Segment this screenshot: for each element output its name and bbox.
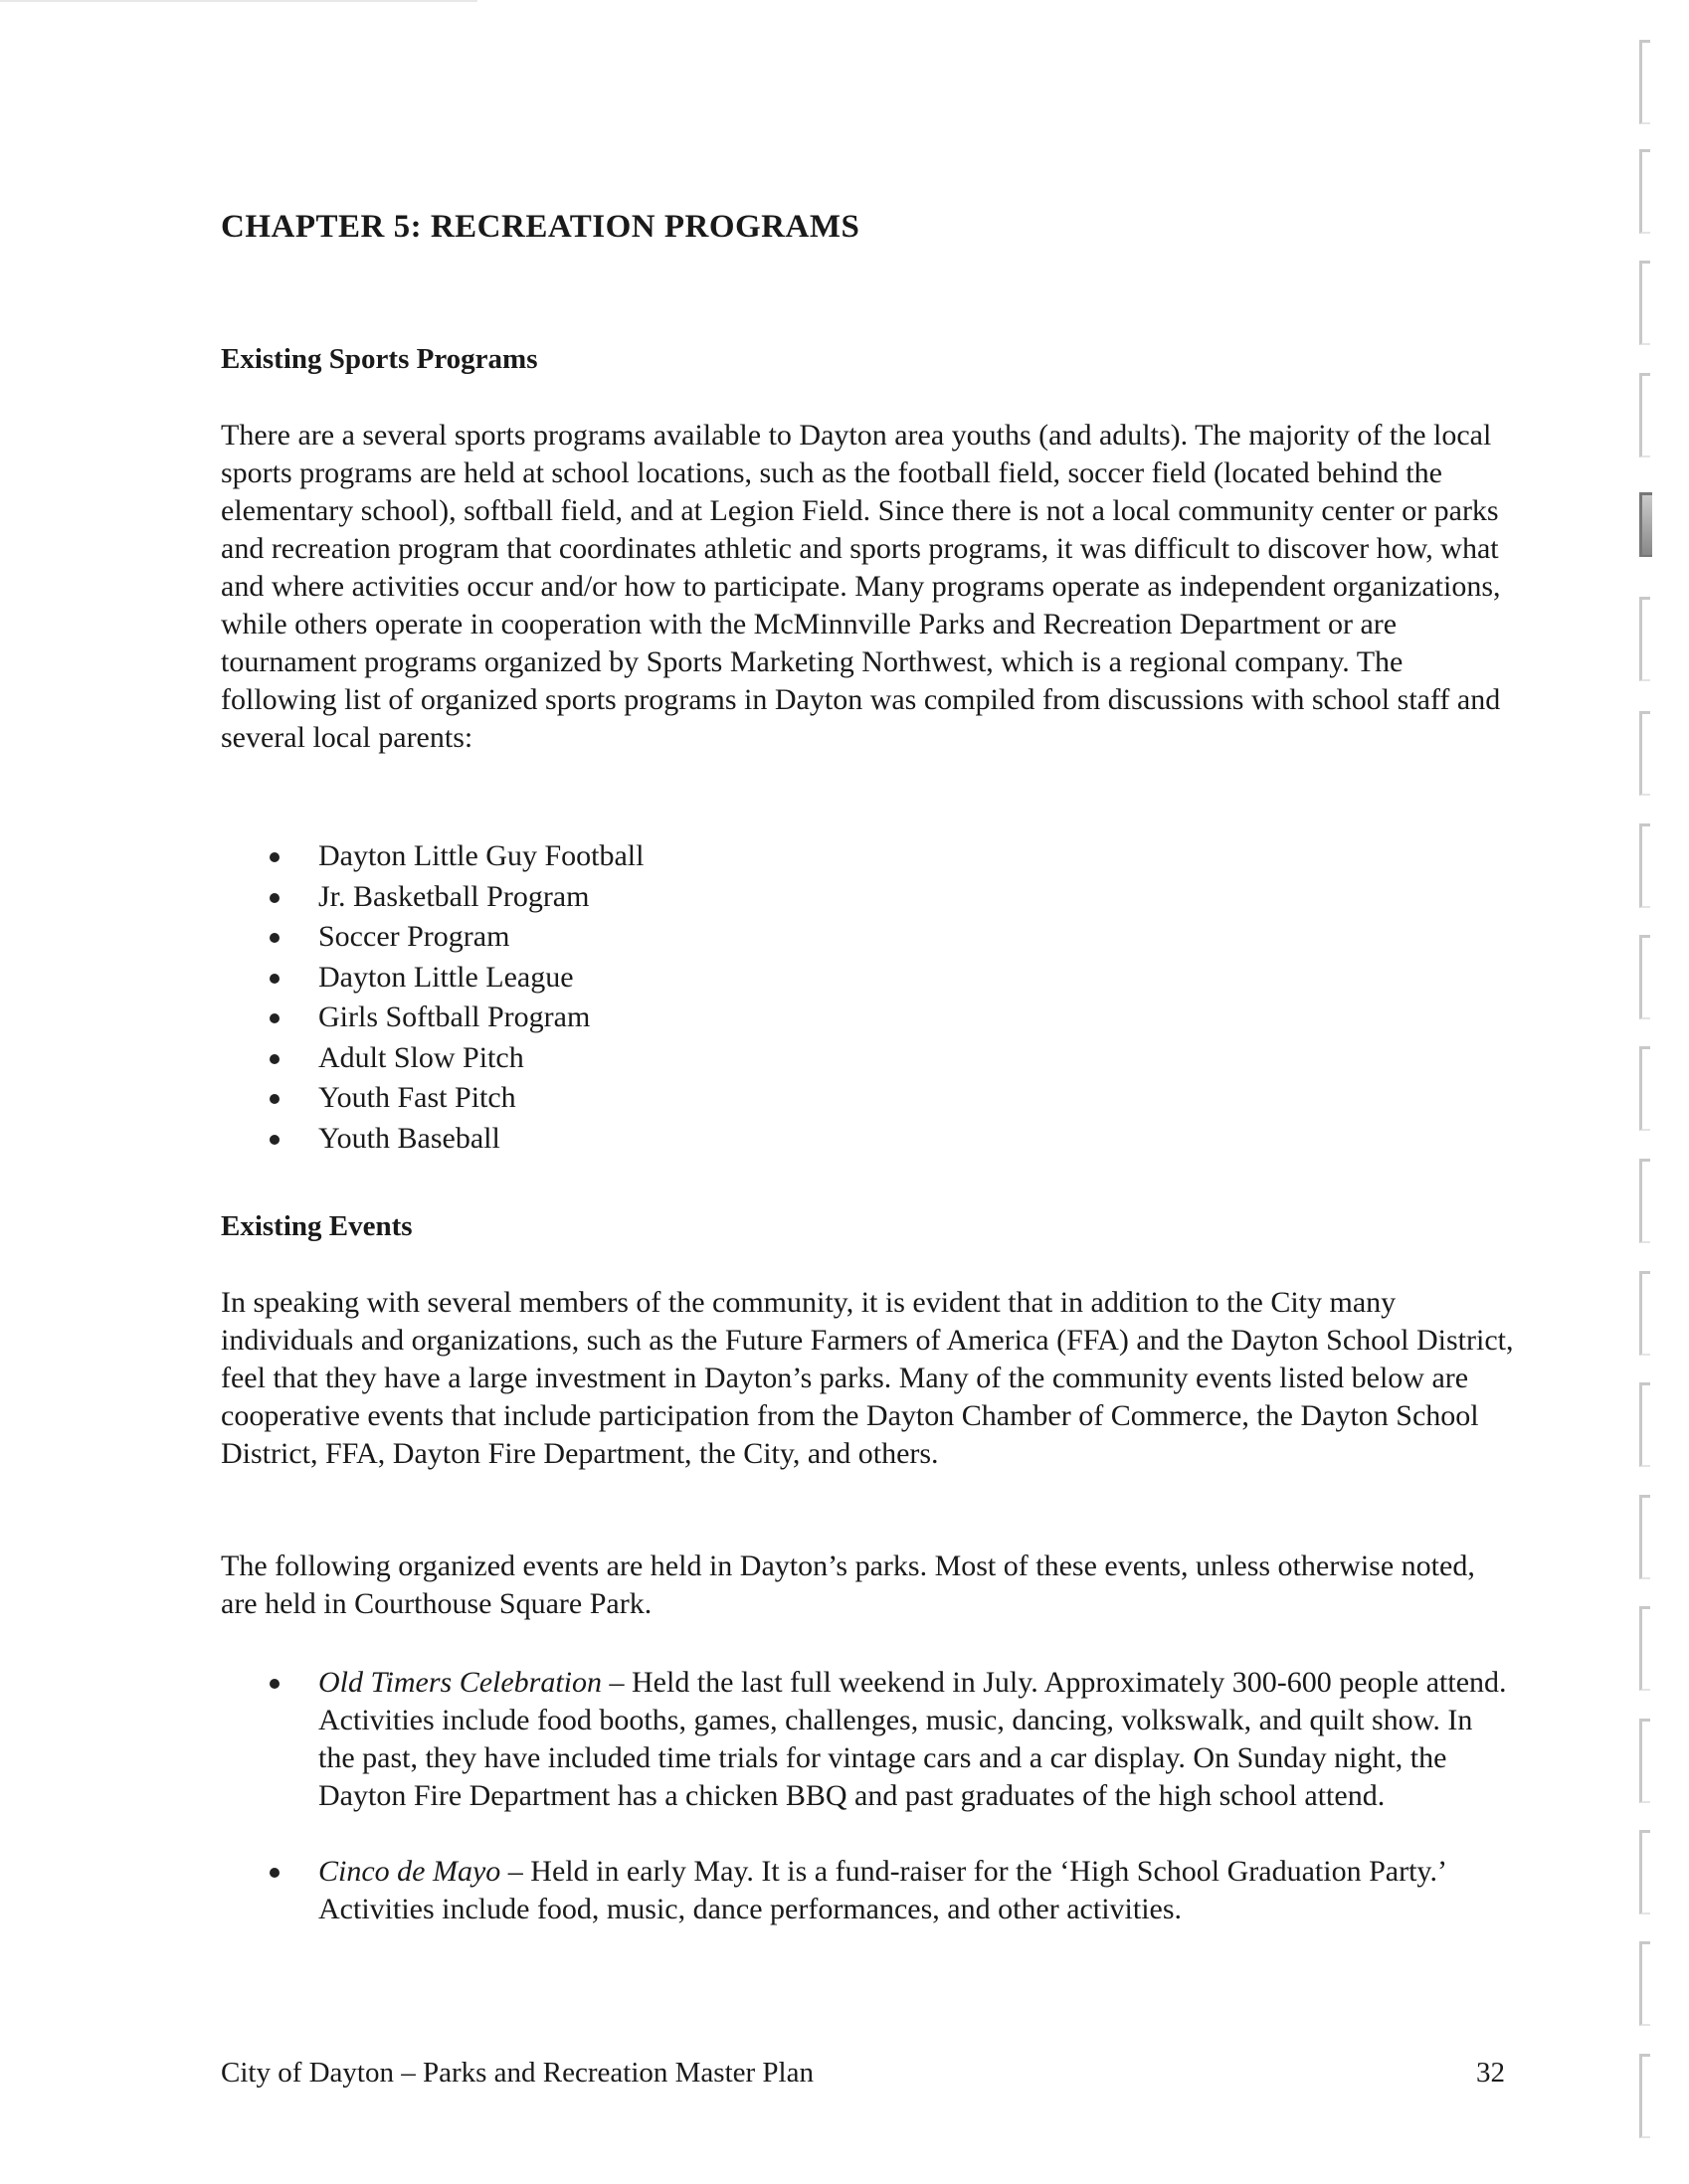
binding-mark [1639,373,1650,457]
binding-mark [1639,2054,1650,2138]
events-section-heading: Existing Events [221,1210,413,1242]
binding-mark [1639,40,1650,124]
list-item [266,1664,1514,1815]
binding-mark [1639,1382,1650,1467]
list-item [266,1853,1514,1928]
binding-mark [1639,149,1650,234]
binding-mark [1639,1046,1650,1131]
event-description: – Held the last full weekend in July. Approximately 300-600 people attend. Activities include food booths, games, challenges, music, dancing, volkswalk, and quilt show. In the past, they have included time trials for vintage cars and a car display. On Sunday night, the Dayton Fire Department has a chicken BBQ and past graduates of the high school attend. [318,1666,1507,1812]
binding-mark [1639,1271,1650,1356]
binding-mark [1639,1159,1650,1243]
footer-title: City of Dayton – Parks and Recreation Master Plan [221,2057,814,2089]
binding-mark [1639,261,1650,345]
list-item: Adult Slow Pitch [266,1038,644,1079]
binding-mark [1639,1830,1650,1914]
list-item: Youth Baseball [266,1119,644,1160]
list-item: Girls Softball Program [266,998,644,1038]
bullet-icon [270,1094,280,1104]
list-item: Dayton Little Guy Football [266,836,644,877]
binding-mark [1639,823,1650,908]
sports-program-list [266,836,644,1159]
bullet-icon [270,1054,280,1064]
binding-mark [1639,492,1652,557]
list-item: Youth Fast Pitch [266,1078,644,1119]
scan-edge-line [0,0,477,2]
bullet-icon [270,852,280,862]
bullet-icon [270,933,280,943]
binding-mark [1639,597,1650,681]
event-name: Cinco de Mayo [318,1855,501,1888]
binding-mark [1639,1719,1650,1803]
bullet-icon [270,893,280,903]
binding-mark [1639,935,1650,1019]
bullet-icon [270,974,280,984]
bullet-icon [270,1679,280,1689]
event-name: Old Timers Celebration [318,1666,603,1699]
page-number: 32 [1476,2057,1505,2089]
list-item: Dayton Little League [266,958,644,999]
bullet-icon [270,1868,280,1878]
chapter-title: CHAPTER 5: RECREATION PROGRAMS [221,209,860,245]
event-description: – Held in early May. It is a fund-raiser for the ‘High School Graduation Party.’ Activities include food, music, dance performances, and other activities. [318,1855,1445,1925]
sports-paragraph: There are a several sports programs available to Dayton area youths (and adults). The majority of the local sports programs are held at school locations, such as the football field, soccer field (located behind the elementary school), softball field, and at Legion Field. Since there is not a local community center or parks and recreation program that coordinates athletic and sports programs, it was difficult to discover how, what and where activities occur and/or how to participate. Many programs operate as independent organizations, while others operate in cooperation with the McMinnville Parks and Recreation Department or are tournament programs organized by Sports Marketing Northwest, which is a regional company. The following list of organized sports programs in Dayton was compiled from discussions with school staff and several local parents: [221,419,1501,754]
sports-section-heading: Existing Sports Programs [221,343,538,375]
binding-mark [1639,1941,1650,2026]
bullet-icon [270,1135,280,1145]
list-item: Soccer Program [266,917,644,958]
events-list [266,1664,1514,1928]
binding-mark [1639,1606,1650,1691]
bullet-icon [270,1013,280,1023]
binding-mark [1639,1495,1650,1579]
binding-holes [1639,0,1669,2184]
events-paragraph-2: The following organized events are held in Dayton’s parks. Most of these events, unless otherwise noted, are held in Courthouse Square Park. [221,1549,1475,1620]
events-paragraph-1: In speaking with several members of the community, it is evident that in addition to the City many individuals and organizations, such as the Future Farmers of America (FFA) and the Dayton School District, feel that they have a large investment in Dayton’s parks. Many of the community events listed below are cooperative events that include participation from the Dayton Chamber of Commerce, the Dayton School District, FFA, Dayton Fire Department, the City, and others. [221,1286,1514,1470]
binding-mark [1639,711,1650,796]
list-item: Jr. Basketball Program [266,877,644,918]
